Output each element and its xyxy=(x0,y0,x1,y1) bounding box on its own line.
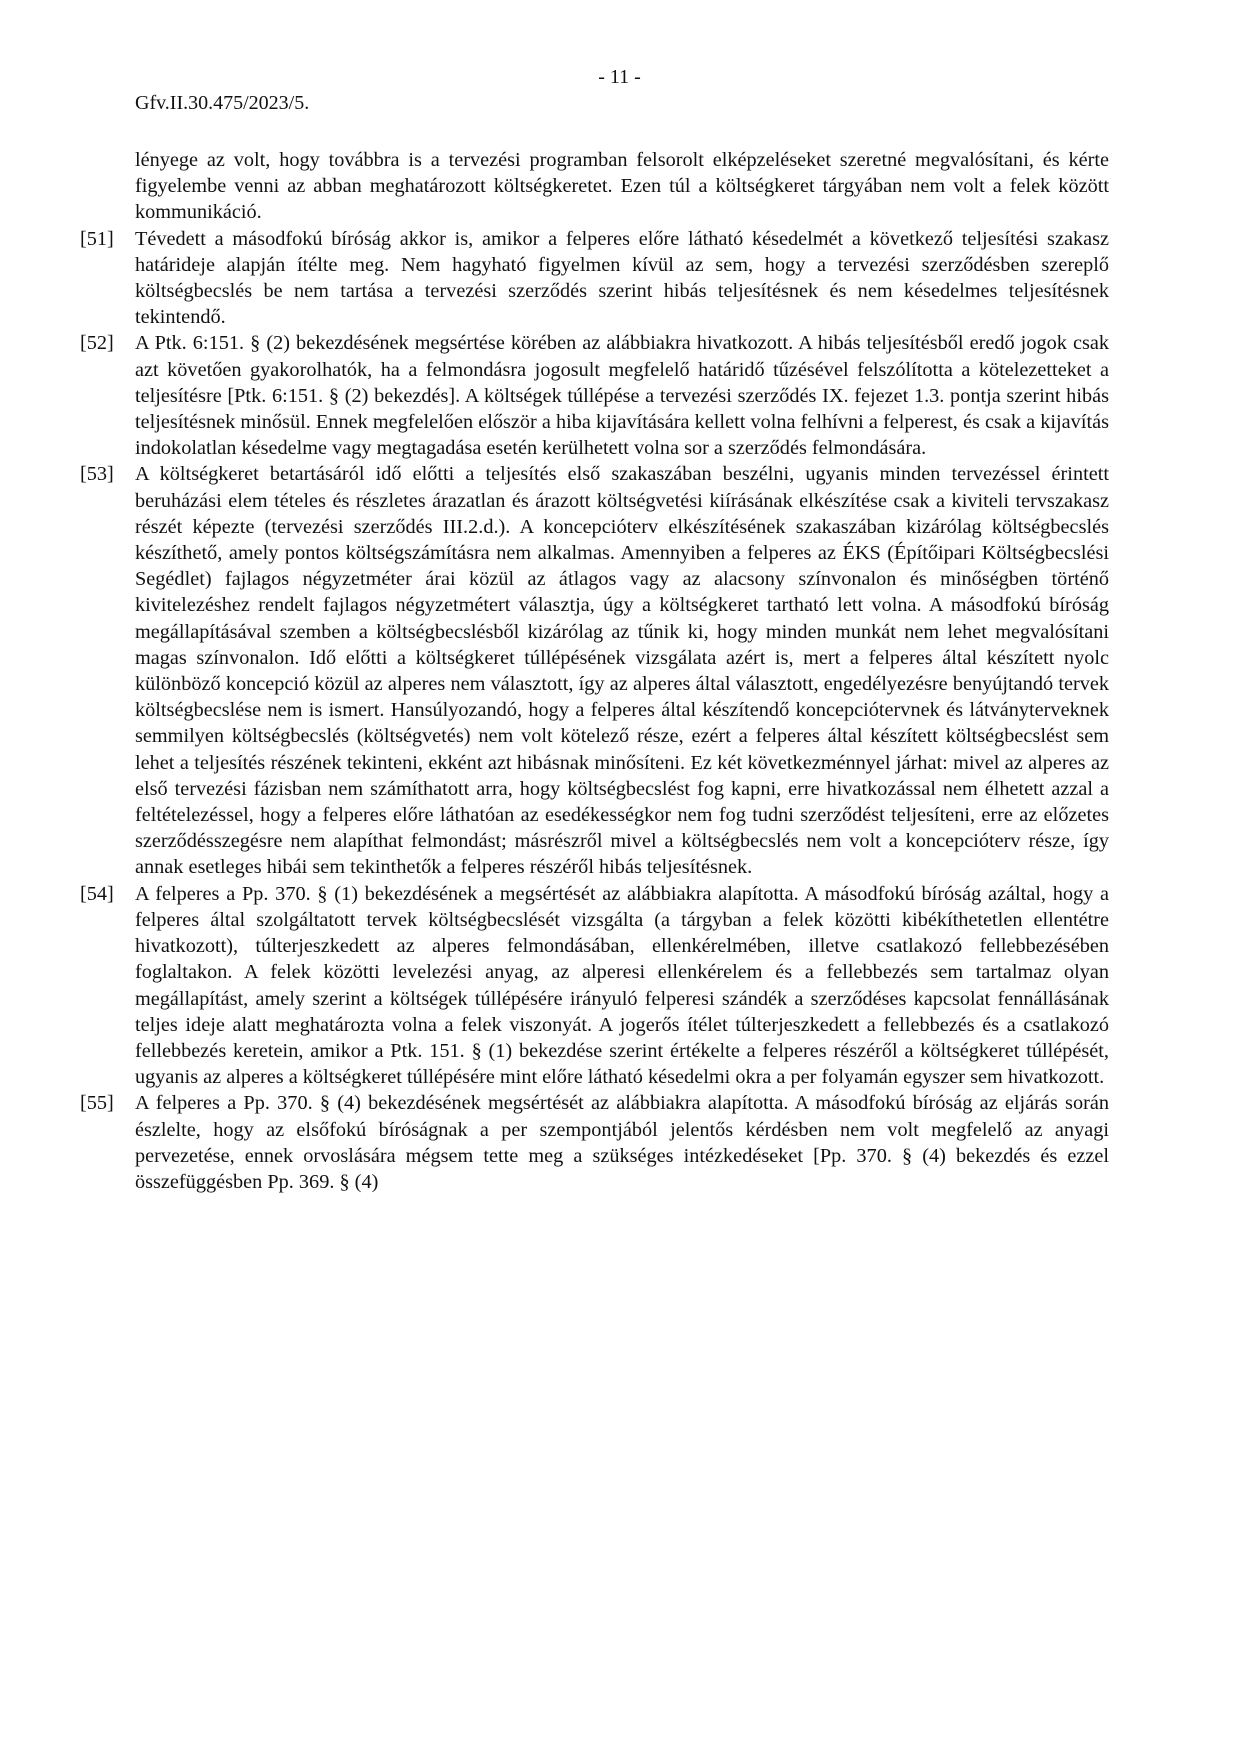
paragraph-number: [53] xyxy=(80,463,114,486)
paragraph-text: A felperes a Pp. 370. § (1) bekezdésének a megsértését az alábbiakra alapította. A másodfokú bíróság azáltal, hogy a felperes által szolgáltatott tervek költségbecslését vizsgálta (a tárgyban a felek közötti kibékíthetetlen ellentétre hivatkozott), túlterjeszkedett az alperes felmondásában, ellenkérelmében, illetve csatlakozó fellebbezésében foglaltakon. A felek közötti levelezési anyag, az alperesi ellenkérelem és a fellebbezés sem tartalmaz olyan megállapítást, amely szerint a költségek túllépésére irányuló felperesi szándék a szerződéses kapcsolat fennállásának teljes ideje alatt meghatározta volna a felek viszonyát. A jogerős ítélet túlterjeszkedett a fellebbezés és a csatlakozó fellebbezés keretein, amikor a Ptk. 151. § (1) bekezdése szerint értékelte a felperes részéről a költségkeret túllépését, ugyanis az alperes a költségkeret túllépésére mint előre látható késedelmi okra a per folyamán egyszer sem hivatkozott. xyxy=(135,882,1109,1089)
paragraph-number: [55] xyxy=(80,1092,114,1115)
paragraph-54 xyxy=(80,881,1109,1091)
paragraph-number: [52] xyxy=(80,332,114,355)
paragraph-text: A felperes a Pp. 370. § (4) bekezdésének megsértését az alábbiakra alapította. A másodfokú bíróság az eljárás során észlelte, hogy az elsőfokú bíróságnak a per szempontjából jelentős kérdésben nem volt megfelelő az anyagi pervezetése, ennek orvoslására mégsem tette meg a szükséges intézkedéseket [Pp. 370. § (4) bekezdés és ezzel összefüggésben Pp. 369. § (4) xyxy=(135,1092,1109,1193)
paragraph-number: [51] xyxy=(80,227,114,250)
paragraph-text: A költségkeret betartásáról idő előtti a teljesítés első szakaszában beszélni, ugyanis minden tervezéssel érintett beruházási elem tételes és részletes árazatlan és árazott költségvetési kiírásának elkészítése csak a kiviteli tervszakasz részét képezte (tervezési szerződés III.2.d.). A koncepcióterv elkészítésének szakaszában kizárólag költségbecslés készíthető, amely pontos költségszámításra nem alkalmas. Amennyiben a felperes az ÉKS (Építőipari Költségbecslési Segédlet) fajlagos négyzetméter árai közül az átlagos vagy az alacsony színvonalon és minőségben történő kivitelezéshez rendelt fajlagos négyzetmétert választja, úgy a költségkeret tartható lett volna. A másodfokú bíróság megállapításával szemben a költségbecslésből kizárólag az tűnik ki, hogy minden munkát nem lehet megvalósítani magas színvonalon. Idő előtti a költségkeret túllépésének vizsgálata azért is, mert a felperes által készített nyolc különböző koncepció közül az alperes nem választott, így az alperes által választott, engedélyezésre benyújtandó tervek költségbecslése nem is ismert. Hansúlyozandó, hogy a felperes által készítendő koncepciótervnek és látványterveknek semmilyen költségbecslés (költségvetés) nem volt kötelező része, ezért a felperes által készített költségbecslést sem lehet a teljesítés részének tekinteni, ekként azt hibásnak minősíteni. Ez két következménnyel járhat: mivel az alperes az első tervezési fázisban nem számíthatott arra, hogy költségbecslést fog kapni, erre hivatkozással nem élhetett azzal a feltételezéssel, hogy a felperes előre láthatóan az esedékességkor nem fog tudni szerződést teljesíteni, erre az előzetes szerződésszegésre nem alapíthat felmondást; másrészről mivel a költségbecslés nem volt a koncepcióterv része, így annak esetleges hibái sem tekinthetők a felperes részéről hibás teljesítésnek. xyxy=(135,463,1109,879)
case-number: Gfv.II.30.475/2023/5. xyxy=(135,92,310,114)
paragraph-number: [54] xyxy=(80,882,114,905)
paragraph-55 xyxy=(80,1090,1109,1195)
paragraph-text: A Ptk. 6:151. § (2) bekezdésének megsértése körében az alábbiakra hivatkozott. A hibás teljesítésből eredő jogok csak azt követően gyakorolhatók, ha a felmondásra jogosult megfelelő határidő tűzésével felszólította a kötelezetteket a teljesítésre [Ptk. 6:151. § (2) bekezdés]. A költségek túllépése a tervezési szerződés IX. fejezet 1.3. pontja szerint hibás teljesítésnek minősül. Ennek megfelelően először a hiba kijavítására kellett volna felhívni a felperest, és csak a kijavítás indokolatlan késedelme vagy megtagadása esetén kerülhetett volna sor a szerződés felmondására. xyxy=(135,332,1109,460)
paragraph-text: Tévedett a másodfokú bíróság akkor is, amikor a felperes előre látható késedelmét a következő teljesítési szakasz határideje alapján ítélte meg. Nem hagyható figyelmen kívül az sem, hogy a tervezési szerződésben szereplő költségbecslés be nem tartása a tervezési szerződés szerint hibás teljesítésnek és nem késedelmes teljesítésnek tekintendő. xyxy=(135,227,1109,329)
page-number: - 11 - xyxy=(598,66,641,88)
paragraph-53 xyxy=(80,461,1109,880)
document-body xyxy=(80,147,1109,1195)
paragraph-52 xyxy=(80,330,1109,461)
continuation-paragraph: lényege az volt, hogy továbbra is a tervezési programban felsorolt elképzeléseket szeretné megvalósítani, és kérte figyelembe venni az abban meghatározott költségkeretet. Ezen túl a költségkeret tárgyában nem volt a felek között kommunikáció. xyxy=(135,149,1109,224)
paragraph-51 xyxy=(80,226,1109,331)
